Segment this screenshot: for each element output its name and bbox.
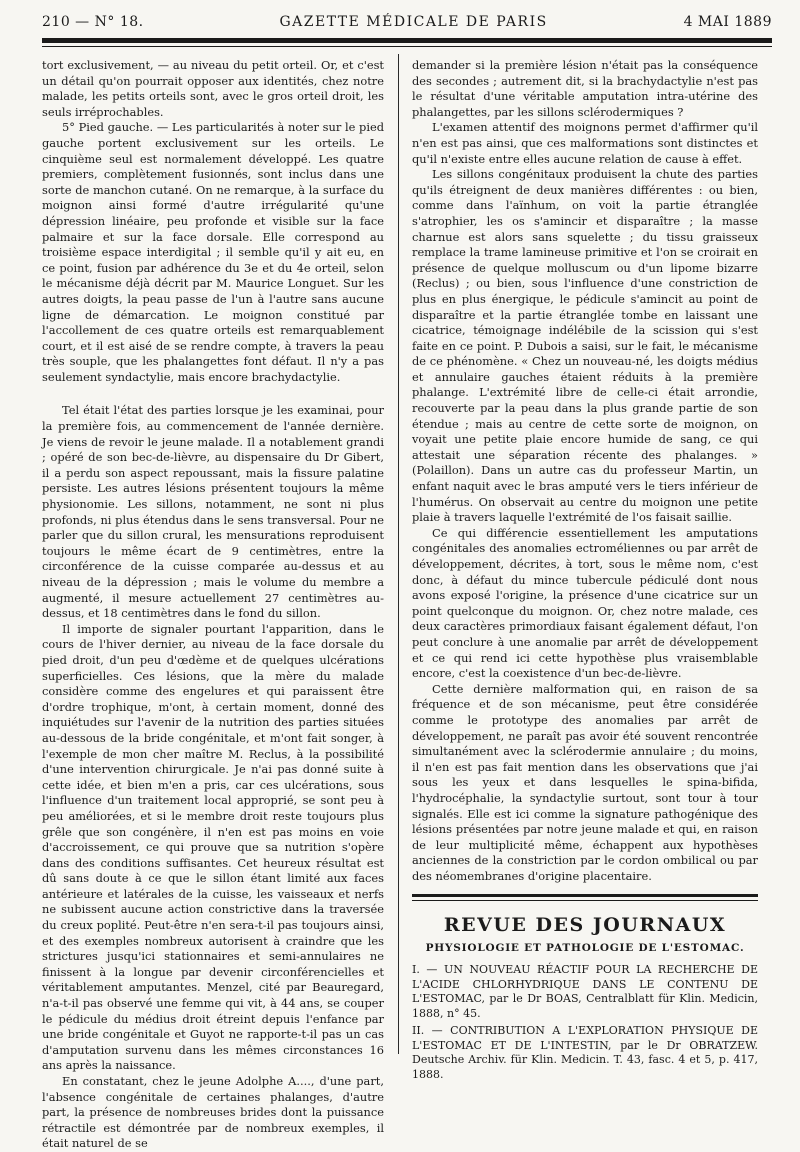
section-subtitle: PHYSIOLOGIE ET PATHOLOGIE DE L'ESTOMAC. — [425, 942, 745, 955]
header-rule-thick — [42, 38, 772, 43]
paragraph: Cette dernière malformation qui, en raison de sa fréquence et de son mécanisme, peut être considérée comme le prototype des anomalies par arrêt de développement, ne paraît pas avoir été souvent rencontrée simultanément avec la sclérodermie annulaire ; du moins, il n'en est pas fait mention dans les observations que j'ai sous les yeux et dans lesquelles le spina-bifida, l'hydrocéphalie, la syndactylie surtout, sont tour à tour signalés. Elle est ici comme la signature pathogénique des lésions présentées par notre jeune malade et qui, en raison de leur multiplicité même, échappent aux hypothèses anciennes de la constriction par le cordon ombilical ou par des néomembranes d'origine placentaire. — [412, 681, 758, 883]
header-rule-thin — [42, 46, 772, 47]
reference-entry: II. — CONTRIBUTION A L'EXPLORATION PHYSIQUE DE L'ESTOMAC ET DE L'INTESTIN, par le Dr OBRATZEW. Deutsche Archiv. für Klin. Medicin. T. 43, fasc. 4 et 5, p. 417, 1888. — [412, 1024, 758, 1081]
paragraph: L'examen attentif des moignons permet d'affirmer qu'il n'en est pas ainsi, que ces malformations sont distinctes et qu'il n'existe entre elles aucune relation de cause à effet. — [412, 120, 758, 166]
section-rule-thin — [412, 900, 758, 901]
reference-entry: I. — UN NOUVEAU RÉACTIF POUR LA RECHERCHE DE L'ACIDE CHLORHYDRIQUE DANS LE CONTENU DE L'ESTOMAC, par le Dr BOAS, Centralblatt für Klin. Medicin, 1888, n° 45. — [412, 963, 758, 1020]
left-column — [42, 58, 384, 1152]
issue-date: 4 MAI 1889 — [683, 14, 772, 30]
paragraph: tort exclusivement, — au niveau du petit orteil. Or, et c'est un détail qu'on pourrait opposer aux identités, chez notre malade, les petits orteils sont, avec le gros orteil droit, les seuls irréprochables. — [42, 58, 384, 119]
paragraph: Il importe de signaler pourtant l'apparition, dans le cours de l'hiver dernier, au niveau de la face dorsale du pied droit, d'un peu d'œdème et de quelques ulcérations superficielles. Ces lésions, que la mère du malade considère comme des engelures et qui paraissent être d'ordre trophique, m'ont, à certain moment, donné des inquiétudes sur l'avenir de la nutrition des parties situées au-dessous de la bride congénitale, et m'ont fait songer, à l'exemple de mon cher maître M. Reclus, à la possibilité d'une intervention chirurgicale. Je n'ai pas donné suite à cette idée, et bien m'en a pris, car ces ulcérations, sous l'influence d'un traitement local approprié, se sont peu à peu améliorées, et si le membre droit reste toujours plus grêle que son congénère, il n'en est pas moins en voie d'accroissement, ce qui prouve que sa nutrition s'opère dans des conditions suffisantes. Cet heureux résultat est dû sans doute à ce que le sillon étant limité aux faces antérieure et latérales de la cuisse, les vaisseaux et nerfs ne subissent aucune action constrictive dans la traversée du creux poplité. Peut-être n'en sera-t-il pas toujours ainsi, et des exemples nombreux autorisent à craindre que les strictures jusqu'ici stationnaires et semi-annulaires ne finissent à la longue par devenir circonférencielles et véritablement amputantes. Menzel, cité par Beauregard, n'a-t-il pas observé une femme qui vit, à 44 ans, se couper le pédicule du médius droit étreint depuis l'enfance par une bride congénitale et Guyot ne rapporte-t-il pas un cas d'amputation survenu dans les mêmes circonstances 16 ans après la naissance. — [42, 621, 384, 1073]
paragraph: demander si la première lésion n'était pas la conséquence des secondes ; autrement dit, si la brachydactylie n'est pas le résultat d'une véritable amputation intra-utérine des phalangettes, par les sillons sclérodermiques ? — [412, 58, 758, 119]
paragraph: En constatant, chez le jeune Adolphe A...., d'une part, l'absence congénitale de certaines phalanges, d'autre part, la présence de nombreuses brides dont la puissance rétractile est démontrée par de nombreux exemples, il était naturel de se — [42, 1074, 384, 1151]
paragraph: Ce qui différencie essentiellement les amputations congénitales des anomalies ectroméliennes ou par arrêt de développement, décrites, à tort, sous le même nom, c'est donc, à défaut du mince tubercule pédiculé dont nous avons exposé l'origine, la présence d'une cicatrice sur un point quelconque du moignon. Or, chez notre malade, ces deux caractères primordiaux faisant également défaut, l'on peut conclure à une anomalie par arrêt de développement et ce qui rend ici cette hypothèse plus vraisemblable encore, c'est la coexistence d'un bec-de-lièvre. — [412, 525, 758, 681]
section-title: REVUE DES JOURNAUX — [443, 914, 727, 937]
journal-title: GAZETTE MÉDICALE DE PARIS — [279, 14, 548, 30]
right-column — [412, 58, 758, 1082]
page-header — [42, 14, 772, 36]
paragraph: Les sillons congénitaux produisent la chute des parties qu'ils étreignent de deux manières différentes : ou bien, comme dans l'aïnhum, on voit la partie étranglée s'atrophier, les os s'amincir et disparaître ; la masse charnue est alors sans squelette ; du tissu graisseux remplace la trame lamineuse primitive et l'on se croirait en présence de quelque molluscum ou d'un lipome bizarre (Reclus) ; ou bien, sous l'influence d'une constriction de plus en plus énergique, le pédicule s'amincit au point de disparaître et la partie étranglée tombe en laissant une cicatrice, témoignage indélébile de la scission qui s'est faite en ce point. P. Dubois a saisi, sur le fait, le mécanisme de ce phénomène. « Chez un nouveau-né, les doigts médius et annulaire gauches étaient réduits à la première phalange. L'extrémité libre de celle-ci était arrondie, recouverte par la peau dans la plus grande partie de son étendue ; mais au centre de cette sorte de moignon, on voyait une petite plaie encore humide de sang, ce qui attestait une séparation récente des phalanges. » (Polaillon). Dans un autre cas du professeur Martin, un enfant naquit avec le bras amputé vers le tiers inférieur de l'humérus. On observait au centre du moignon une petite plaie à travers laquelle l'extrémité de l'os faisait saillie. — [412, 167, 758, 525]
column-divider — [398, 54, 399, 1054]
paragraph: 5° Pied gauche. — Les particularités à noter sur le pied gauche portent exclusivement sur les orteils. Le cinquième seul est normalement développé. Les quatre premiers, complètement fusionnés, sont inclus dans une sorte de manchon cutané. On ne remarque, à la surface du moignon ainsi formé d'autre irrégularité qu'une dépression linéaire, peu profonde et visible sur la face palmaire et sur la face dorsale. Elle correspond au troisième espace interdigital ; il semble qu'il y ait eu, en ce point, fusion par adhérence du 3e et du 4e orteil, selon le mécanisme déjà décrit par M. Maurice Longuet. Sur les autres doigts, la peau passe de l'un à l'autre sans aucune ligne de démarcation. Le moignon constitué par l'accollement de ces quatre orteils est remarquablement court, et il est aisé de se rendre compte, à travers la peau très souple, que les phalangettes font défaut. Il n'y a pas seulement syndactylie, mais encore brachydactylie. — [42, 120, 384, 384]
page-number: 210 — N° 18. — [42, 14, 144, 30]
section-rule-thick — [412, 894, 758, 897]
paragraph: Tel était l'état des parties lorsque je les examinai, pour la première fois, au commencement de l'année dernière. Je viens de revoir le jeune malade. Il a notablement grandi ; opéré de son bec-de-lièvre, au dispensaire du Dr Gibert, il a perdu son aspect repoussant, mais la fissure palatine persiste. Les autres lésions présentent toujours la même physionomie. Les sillons, notamment, ne sont ni plus profonds, ni plus étendus dans le sens transversal. Pour ne parler que du sillon crural, les mensurations reproduisent toujours le même écart de 9 centimètres, entre la circonférence de la cuisse comparée au-dessus et au niveau de la dépression ; mais le volume du membre a augmenté, il mesure actuellement 27 centimètres au-dessus, et 18 centimètres dans le fond du sillon. — [42, 403, 384, 621]
